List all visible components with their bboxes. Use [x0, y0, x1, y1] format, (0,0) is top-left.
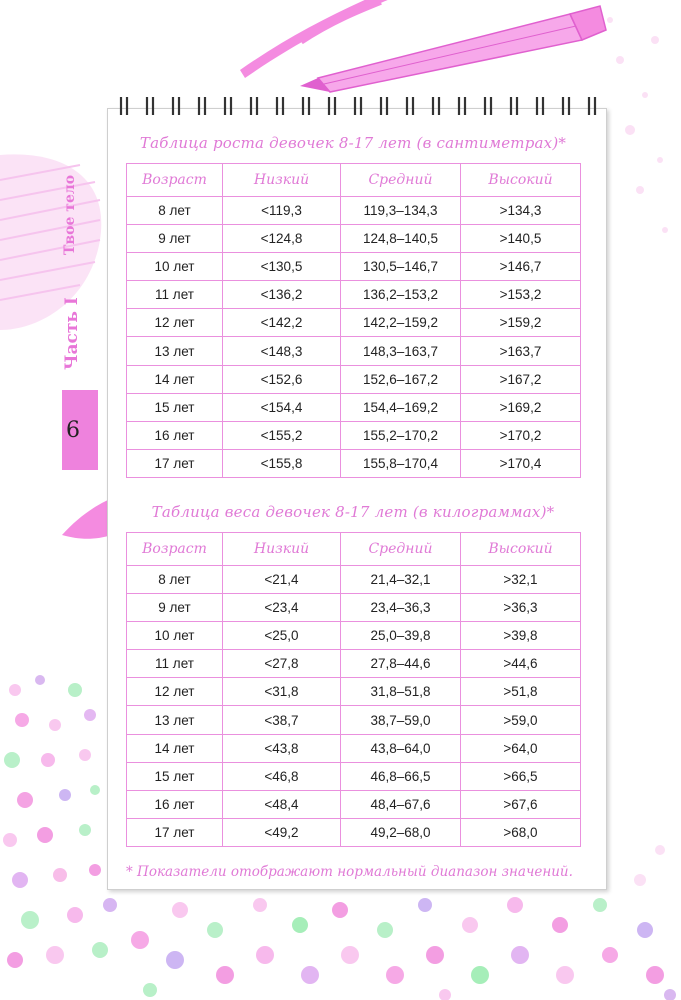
table-cell: 25,0–39,8	[341, 622, 461, 650]
table-cell: 9 лет	[127, 225, 223, 253]
table-cell: >44,6	[461, 650, 581, 678]
table-cell: 155,8–170,4	[341, 449, 461, 477]
table-cell: 46,8–66,5	[341, 762, 461, 790]
table-row	[127, 309, 581, 337]
table-row	[127, 706, 581, 734]
footnote: * Показатели отображают нормальный диапазон значений.	[126, 864, 573, 880]
table-row	[127, 818, 581, 846]
table-cell: 13 лет	[127, 337, 223, 365]
table-cell: 21,4–32,1	[341, 566, 461, 594]
table-row	[127, 762, 581, 790]
column-header: Высокий	[461, 164, 581, 197]
table-cell: >67,6	[461, 790, 581, 818]
table-cell: 16 лет	[127, 790, 223, 818]
table-cell: >59,0	[461, 706, 581, 734]
table-row	[127, 650, 581, 678]
table-row	[127, 337, 581, 365]
table-cell: 11 лет	[127, 650, 223, 678]
table-row	[127, 790, 581, 818]
table-cell: 8 лет	[127, 566, 223, 594]
table-cell: <152,6	[223, 365, 341, 393]
table-cell: 152,6–167,2	[341, 365, 461, 393]
table-cell: 130,5–146,7	[341, 253, 461, 281]
table-cell: >140,5	[461, 225, 581, 253]
table-cell: <23,4	[223, 594, 341, 622]
table-row	[127, 594, 581, 622]
table-cell: >163,7	[461, 337, 581, 365]
table-cell: >32,1	[461, 566, 581, 594]
table-cell: <142,2	[223, 309, 341, 337]
table-cell: 12 лет	[127, 309, 223, 337]
height-table	[126, 163, 581, 478]
table-cell: 14 лет	[127, 734, 223, 762]
table-cell: 49,2–68,0	[341, 818, 461, 846]
table-cell: 119,3–134,3	[341, 197, 461, 225]
table-row	[127, 734, 581, 762]
table-cell: >66,5	[461, 762, 581, 790]
table-cell: 43,8–64,0	[341, 734, 461, 762]
table-cell: 11 лет	[127, 281, 223, 309]
page-number: 6	[66, 418, 80, 443]
column-header: Низкий	[223, 164, 341, 197]
table-cell: 27,8–44,6	[341, 650, 461, 678]
height-table-title: Таблица роста девочек 8-17 лет (в сантиметрах)*	[139, 134, 567, 152]
table-cell: >134,3	[461, 197, 581, 225]
table-row	[127, 281, 581, 309]
section-topic-label: Твое тело	[62, 174, 78, 255]
table-row	[127, 421, 581, 449]
table-cell: 16 лет	[127, 421, 223, 449]
table-cell: >170,2	[461, 421, 581, 449]
table-cell: >39,8	[461, 622, 581, 650]
table-cell: >159,2	[461, 309, 581, 337]
table-cell: >170,4	[461, 449, 581, 477]
table-cell: 23,4–36,3	[341, 594, 461, 622]
table-cell: 14 лет	[127, 365, 223, 393]
table-cell: <130,5	[223, 253, 341, 281]
weight-table-title: Таблица веса девочек 8-17 лет (в килограммах)*	[151, 503, 555, 521]
table-header-row	[127, 164, 581, 197]
table-cell: 9 лет	[127, 594, 223, 622]
table-row	[127, 566, 581, 594]
spiral-binding	[107, 93, 607, 123]
column-header: Средний	[341, 533, 461, 566]
table-cell: 48,4–67,6	[341, 790, 461, 818]
table-cell: 17 лет	[127, 818, 223, 846]
table-cell: 31,8–51,8	[341, 678, 461, 706]
table-cell: <49,2	[223, 818, 341, 846]
table-cell: 12 лет	[127, 678, 223, 706]
weight-table	[126, 532, 581, 847]
table-cell: 124,8–140,5	[341, 225, 461, 253]
table-cell: 10 лет	[127, 622, 223, 650]
table-cell: <148,3	[223, 337, 341, 365]
table-row	[127, 393, 581, 421]
table-row	[127, 225, 581, 253]
table-cell: 15 лет	[127, 762, 223, 790]
column-header: Низкий	[223, 533, 341, 566]
table-cell: <27,8	[223, 650, 341, 678]
table-cell: >68,0	[461, 818, 581, 846]
table-cell: 17 лет	[127, 449, 223, 477]
table-cell: 15 лет	[127, 393, 223, 421]
table-cell: <155,2	[223, 421, 341, 449]
table-cell: <136,2	[223, 281, 341, 309]
table-cell: <46,8	[223, 762, 341, 790]
table-cell: >146,7	[461, 253, 581, 281]
table-cell: >51,8	[461, 678, 581, 706]
table-row	[127, 365, 581, 393]
table-cell: 136,2–153,2	[341, 281, 461, 309]
column-header: Возраст	[127, 164, 223, 197]
column-header: Средний	[341, 164, 461, 197]
table-cell: <31,8	[223, 678, 341, 706]
table-cell: <155,8	[223, 449, 341, 477]
table-cell: <154,4	[223, 393, 341, 421]
section-part-label: Часть I	[62, 297, 82, 370]
table-cell: >167,2	[461, 365, 581, 393]
table-cell: >64,0	[461, 734, 581, 762]
table-cell: >169,2	[461, 393, 581, 421]
table-row	[127, 449, 581, 477]
table-cell: 154,4–169,2	[341, 393, 461, 421]
table-cell: <25,0	[223, 622, 341, 650]
table-row	[127, 253, 581, 281]
table-cell: <124,8	[223, 225, 341, 253]
table-row	[127, 678, 581, 706]
table-cell: <48,4	[223, 790, 341, 818]
table-cell: 13 лет	[127, 706, 223, 734]
table-header-row	[127, 533, 581, 566]
table-cell: 155,2–170,2	[341, 421, 461, 449]
table-cell: 10 лет	[127, 253, 223, 281]
table-cell: 8 лет	[127, 197, 223, 225]
table-cell: <38,7	[223, 706, 341, 734]
column-header: Высокий	[461, 533, 581, 566]
table-cell: >153,2	[461, 281, 581, 309]
column-header: Возраст	[127, 533, 223, 566]
table-cell: >36,3	[461, 594, 581, 622]
table-row	[127, 197, 581, 225]
table-cell: 142,2–159,2	[341, 309, 461, 337]
table-row	[127, 622, 581, 650]
table-cell: <21,4	[223, 566, 341, 594]
table-cell: 38,7–59,0	[341, 706, 461, 734]
table-cell: <119,3	[223, 197, 341, 225]
table-cell: <43,8	[223, 734, 341, 762]
table-cell: 148,3–163,7	[341, 337, 461, 365]
